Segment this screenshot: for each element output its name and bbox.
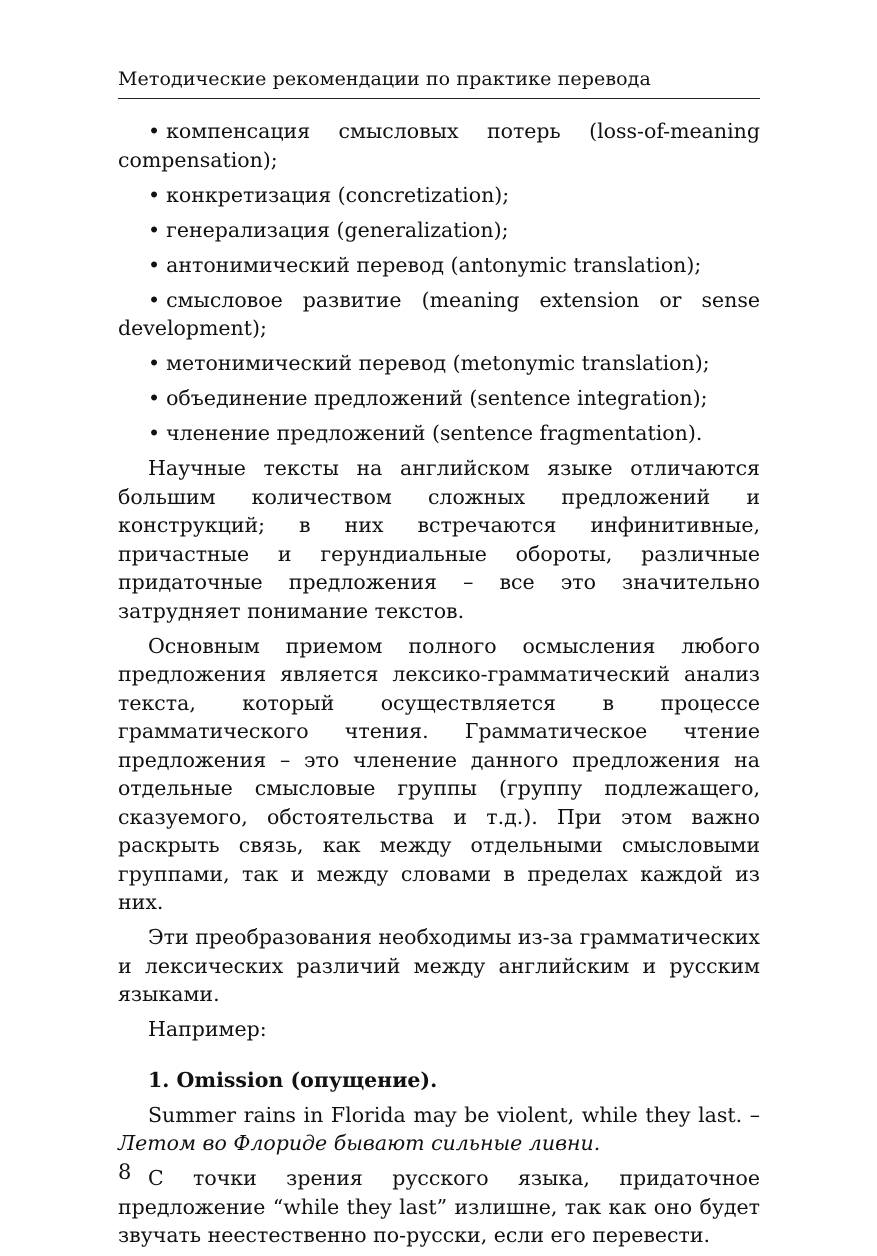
paragraph-transformations: Эти преобразования необходимы из-за грамматических и лексических различий между английским и русским языками. [118, 925, 760, 1006]
page-number: 8 [118, 1160, 132, 1184]
bullet-icon: • [148, 386, 161, 410]
example-paragraph [118, 1101, 760, 1158]
example-english: Summer rains in Florida may be violent, while they last. – [148, 1102, 760, 1127]
list-item: • смысловое развитие (meaning extension or sense development); [118, 287, 760, 340]
paragraph-commentary: С точки зрения русского языка, придаточное предложение “while they last” излишне, так как оно будет звучать неестественно по-русски, если его перевести. [118, 1166, 760, 1247]
page-body [118, 117, 760, 1256]
list-item: • компенсация смысловых потерь (loss-of-meaning compensation); [118, 119, 760, 172]
bullet-icon: • [148, 217, 161, 242]
document-page [118, 0, 760, 1247]
example-russian: Летом во Флориде бывают сильные ливни. [118, 1131, 601, 1155]
bullet-icon: • [148, 287, 161, 312]
bullet-icon: • [148, 252, 161, 277]
list-item: • конкретизация (concretization); [148, 182, 510, 207]
paragraph-scientific-texts: Научные тексты на английском языке отличаются большим количеством сложных предложений и конструкций; в них встречаются инфинитивные, причастные и герундиальные обороты, различные придаточные предложения – все это значительно затрудняет понимание текстов. [118, 456, 760, 623]
bullet-icon: • [148, 421, 161, 445]
list-item: • членение предложений (sentence fragmentation). [148, 421, 703, 445]
bullet-icon: • [148, 182, 161, 207]
paragraph-for-example: Например: [148, 1017, 267, 1041]
running-title: Методические рекомендации по практике перевода [118, 68, 651, 90]
bullet-icon: • [148, 119, 161, 143]
bullet-icon: • [148, 351, 161, 375]
list-item: • антонимический перевод (antonymic translation); [148, 252, 702, 277]
list-item: • объединение предложений (sentence integration); [148, 386, 708, 410]
list-item: • генерализация (generalization); [148, 217, 509, 242]
list-item: • метонимический перевод (metonymic translation); [148, 351, 710, 375]
paragraph-grammatical-reading: Основным приемом полного осмысления любого предложения является лексико-грамматический анализ текста, который осуществляется в процессе грамматического чтения. Грамматическое чтение предложения – это членение данного предложения на отдельные смысловые группы (группу подлежащего, сказуемого, обстоятельства и т.д.). При этом важно раскрыть связь, как между отдельными смысловыми группами, так и между словами в пределах каждой из них. [118, 633, 760, 914]
section-heading: 1. Omission (опущение). [148, 1067, 438, 1092]
header-rule [118, 98, 760, 99]
